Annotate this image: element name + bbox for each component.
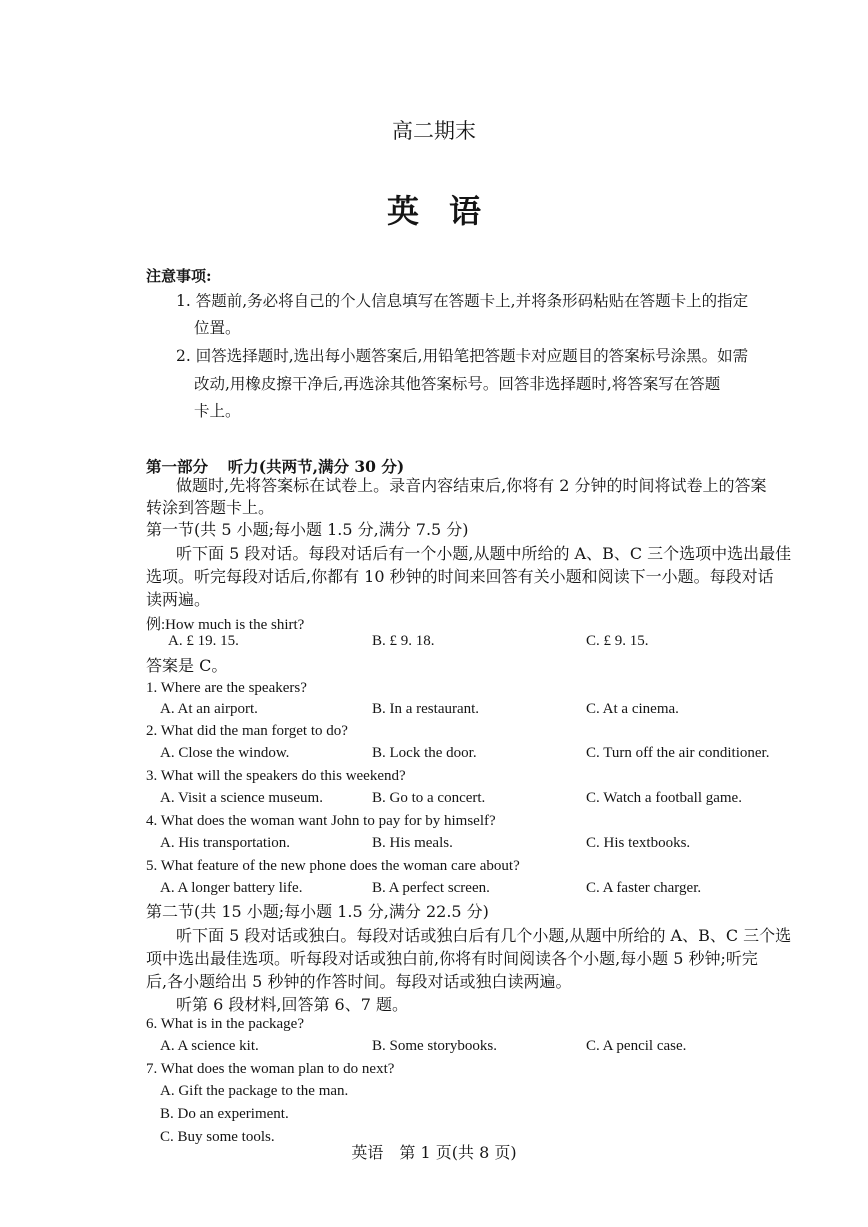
note-1-line-2: 位置。: [194, 319, 241, 337]
note-2-line-1: 2. 回答选择题时,选出每小题答案后,用铅笔把答题卡对应题目的答案标号涂黑。如需: [176, 347, 749, 365]
question-5: 5. What feature of the new phone does the woman care about?: [146, 858, 520, 874]
section2-intro-line-3: 后,各小题给出 5 秒钟的作答时间。每段对话或独白读两遍。: [146, 972, 572, 991]
question-7-option-b: B. Do an experiment.: [160, 1106, 289, 1122]
page-footer: 英语 第 1 页(共 8 页): [351, 1143, 517, 1162]
question-1-option-a: A. At an airport.: [160, 701, 258, 717]
question-7-option-c: C. Buy some tools.: [160, 1129, 275, 1145]
part1-intro-line-2: 转涂到答题卡上。: [146, 498, 275, 517]
question-3: 3. What will the speakers do this weekend?: [146, 768, 406, 784]
example-option-c: C. £ 9. 15.: [586, 633, 649, 649]
part1-intro-line-1: 做题时,先将答案标在试卷上。录音内容结束后,你将有 2 分钟的时间将试卷上的答案: [176, 476, 767, 495]
section2-intro-line-1: 听下面 5 段对话或独白。每段对话或独白后有几个小题,从题中所给的 A、B、C 三个选: [176, 926, 792, 945]
section1-intro-line-2: 选项。听完每段对话后,你都有 10 秒钟的时间来回答有关小题和阅读下一小题。每段对话: [146, 567, 774, 586]
question-3-option-c: C. Watch a football game.: [586, 790, 742, 806]
question-5-option-c: C. A faster charger.: [586, 880, 702, 896]
question-4-option-a: A. His transportation.: [160, 835, 290, 851]
section2-intro-line-2: 项中选出最佳选项。听每段对话或独白前,你将有时间阅读各个小题,每小题 5 秒钟;听完: [146, 949, 758, 968]
question-6-option-c: C. A pencil case.: [586, 1038, 687, 1054]
question-5-option-b: B. A perfect screen.: [372, 880, 490, 896]
question-6: 6. What is in the package?: [146, 1016, 304, 1032]
part1-heading-label: 第一部分: [146, 457, 209, 476]
exam-subtitle: 高二期末: [392, 119, 476, 143]
question-3-option-a: A. Visit a science museum.: [160, 790, 323, 806]
section1-heading: 第一节(共 5 小题;每小题 1.5 分,满分 7.5 分): [146, 520, 469, 539]
question-2: 2. What did the man forget to do?: [146, 723, 348, 739]
section2-heading: 第二节(共 15 小题;每小题 1.5 分,满分 22.5 分): [146, 902, 489, 921]
question-4-option-c: C. His textbooks.: [586, 835, 691, 851]
question-2-option-b: B. Lock the door.: [372, 745, 477, 761]
question-4-option-b: B. His meals.: [372, 835, 453, 851]
material-6-instruction: 听第 6 段材料,回答第 6、7 题。: [176, 995, 408, 1014]
notes-heading: 注意事项:: [146, 267, 212, 285]
question-6-option-b: B. Some storybooks.: [372, 1038, 498, 1054]
question-3-option-b: B. Go to a concert.: [372, 790, 486, 806]
question-1-option-b: B. In a restaurant.: [372, 701, 480, 717]
note-2-line-2: 改动,用橡皮擦干净后,再选涂其他答案标号。回答非选择题时,将答案写在答题: [194, 375, 721, 393]
example-answer: 答案是 C。: [146, 656, 228, 675]
question-6-option-a: A. A science kit.: [160, 1038, 259, 1054]
section1-intro-line-3: 读两遍。: [146, 590, 211, 609]
note-2-line-3: 卡上。: [194, 402, 241, 420]
example-option-b: B. £ 9. 18.: [372, 633, 435, 649]
section1-intro-line-1: 听下面 5 段对话。每段对话后有一个小题,从题中所给的 A、B、C 三个选项中选出最佳: [176, 544, 792, 563]
question-5-option-a: A. A longer battery life.: [160, 880, 303, 896]
question-1: 1. Where are the speakers?: [146, 680, 307, 696]
part1-heading-detail: 听力(共两节,满分 30 分): [227, 457, 405, 476]
note-1-line-1: 1. 答题前,务必将自己的个人信息填写在答题卡上,并将条形码粘贴在答题卡上的指定: [176, 292, 749, 310]
example-question: 例:How much is the shirt?: [146, 617, 305, 633]
exam-title: 英语: [386, 192, 511, 230]
example-option-a: A. £ 19. 15.: [168, 633, 239, 649]
question-2-option-c: C. Turn off the air conditioner.: [586, 745, 770, 761]
question-7: 7. What does the woman plan to do next?: [146, 1061, 395, 1077]
question-7-option-a: A. Gift the package to the man.: [160, 1083, 349, 1099]
question-4: 4. What does the woman want John to pay for by himself?: [146, 813, 496, 829]
part1-heading: [146, 455, 404, 477]
question-1-option-c: C. At a cinema.: [586, 701, 679, 717]
question-2-option-a: A. Close the window.: [160, 745, 290, 761]
